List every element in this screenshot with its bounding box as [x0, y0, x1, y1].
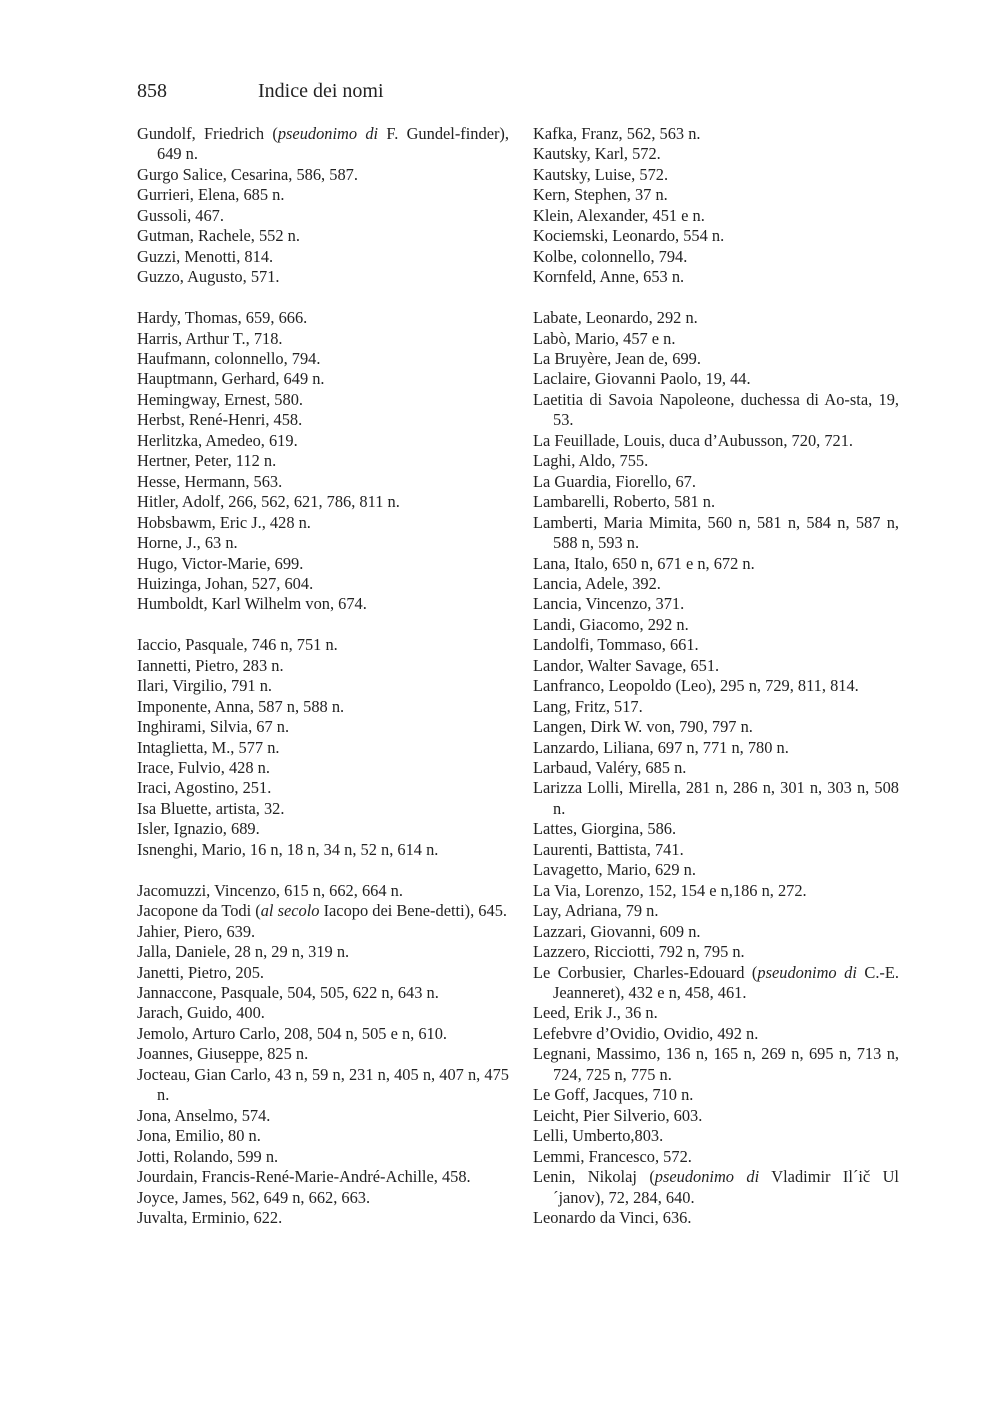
- index-spacer: [137, 615, 509, 635]
- index-entry-text: Lanzardo, Liliana, 697 n, 771 n, 780 n.: [533, 737, 789, 757]
- index-entry-text: Joannes, Giuseppe, 825 n.: [137, 1044, 309, 1064]
- index-entry: [533, 1208, 899, 1228]
- index-entry: [137, 1044, 509, 1064]
- index-entry: [137, 369, 509, 389]
- index-entry: [533, 124, 899, 144]
- index-entry-text: Larizza Lolli, Mirella, 281 n, 286 n, 301 n, 303 n, 508 n.: [533, 778, 899, 818]
- index-entry: [533, 1003, 899, 1023]
- index-entry: [137, 267, 509, 287]
- index-entry: [137, 185, 509, 205]
- index-entry-italic: pseudonimo di: [277, 124, 379, 143]
- index-entry-text: Kautsky, Luise, 572.: [533, 164, 669, 184]
- index-entry-text: Isa Bluette, artista, 32.: [137, 798, 285, 818]
- index-entry: [533, 1147, 899, 1167]
- index-entry: [137, 594, 509, 614]
- index-entry: [137, 799, 509, 819]
- index-entry: [137, 942, 509, 962]
- index-entry-text: Lancia, Vincenzo, 371.: [533, 594, 685, 614]
- index-entry-text: Lazzero, Ricciotti, 792 n, 795 n.: [533, 942, 745, 962]
- index-entry-text: Larbaud, Valéry, 685 n.: [533, 758, 687, 778]
- index-entry: [137, 983, 509, 1003]
- index-entry-text: Kautsky, Karl, 572.: [533, 144, 661, 164]
- index-entry-text: Lefebvre d’Ovidio, Ovidio, 492 n.: [533, 1023, 759, 1043]
- index-entry: [137, 1126, 509, 1146]
- index-entry: [533, 840, 899, 860]
- index-entry: [533, 165, 899, 185]
- index-entry-text: Landolfi, Tommaso, 661.: [533, 635, 699, 655]
- index-entry-text: Laclaire, Giovanni Paolo, 19, 44.: [533, 369, 751, 389]
- index-entry: [533, 1167, 899, 1208]
- running-header: [137, 80, 384, 103]
- index-entry: [137, 901, 509, 921]
- index-entry-text: Jacopone da Todi (: [137, 901, 261, 921]
- index-entry: [137, 574, 509, 594]
- index-entry: [137, 513, 509, 533]
- index-entry-text: Landi, Giacomo, 292 n.: [533, 614, 689, 634]
- index-entry-text: Jahier, Piero, 639.: [137, 921, 256, 941]
- index-entry: [533, 697, 899, 717]
- index-entry-text: Lattes, Giorgina, 586.: [533, 819, 677, 839]
- page-number: 858: [137, 80, 167, 102]
- index-entry: [137, 840, 509, 860]
- index-entry-text: Lenin, Nikolaj (: [533, 1167, 655, 1187]
- index-entry-text: Haufmann, colonnello, 794.: [137, 348, 321, 368]
- index-entry: [137, 635, 509, 655]
- index-entry-text: Iannetti, Pietro, 283 n.: [137, 655, 284, 675]
- index-entry: [533, 308, 899, 328]
- index-entry: [137, 451, 509, 471]
- index-column-left: [137, 124, 509, 1228]
- index-entry: [533, 819, 899, 839]
- index-entry-text: Legnani, Massimo, 136 n, 165 n, 269 n, 695 n, 713 n, 724, 725 n, 775 n.: [533, 1044, 899, 1084]
- index-entry: [137, 206, 509, 226]
- index-entry: [137, 247, 509, 267]
- index-entry-text: Janetti, Pietro, 205.: [137, 962, 265, 982]
- index-entry-text: La Bruyère, Jean de, 699.: [533, 348, 701, 368]
- index-entry: [137, 758, 509, 778]
- index-entry: [533, 758, 899, 778]
- index-entry: [533, 860, 899, 880]
- index-entry-text: Jalla, Daniele, 28 n, 29 n, 319 n.: [137, 942, 350, 962]
- index-entry-text: Gurgo Salice, Cesarina, 586, 587.: [137, 164, 358, 184]
- index-entry-text: F. Gundel-finder), 649 n.: [157, 124, 509, 164]
- index-entry-text: Jacomuzzi, Vincenzo, 615 n, 662, 664 n.: [137, 880, 403, 900]
- index-entry: [137, 738, 509, 758]
- index-entry: [533, 1106, 899, 1126]
- index-entry-text: Hugo, Victor-Marie, 699.: [137, 553, 304, 573]
- index-entry-text: Joyce, James, 562, 649 n, 662, 663.: [137, 1187, 371, 1207]
- index-spacer: [137, 288, 509, 308]
- index-entry: [137, 492, 509, 512]
- index-entry-text: Hemingway, Ernest, 580.: [137, 389, 303, 409]
- index-entry-text: Jemolo, Arturo Carlo, 208, 504 n, 505 e n, 610.: [137, 1023, 448, 1043]
- index-entry: [533, 881, 899, 901]
- index-entry-text: Jarach, Guido, 400.: [137, 1003, 265, 1023]
- index-entry-text: Lang, Fritz, 517.: [533, 696, 643, 716]
- index-entry-text: Kafka, Franz, 562, 563 n.: [533, 124, 701, 143]
- index-entry-text: Huizinga, Johan, 527, 604.: [137, 573, 314, 593]
- index-entry: [137, 881, 509, 901]
- index-entry: [137, 819, 509, 839]
- index-entry: [137, 1147, 509, 1167]
- index-entry-text: La Guardia, Fiorello, 67.: [533, 471, 696, 491]
- index-entry: [533, 963, 899, 1004]
- index-entry-text: Labate, Leonardo, 292 n.: [533, 308, 698, 328]
- index-entry: [533, 144, 899, 164]
- index-entry-text: Lanfranco, Leopoldo (Leo), 295 n, 729, 811, 814.: [533, 676, 859, 696]
- index-entry: [533, 1085, 899, 1105]
- index-entry: [137, 1024, 509, 1044]
- index-entry: [137, 308, 509, 328]
- running-title: Indice dei nomi: [258, 80, 384, 102]
- index-entry: [137, 778, 509, 798]
- index-entry: [137, 963, 509, 983]
- index-entry: [533, 1126, 899, 1146]
- index-entry-text: Gutman, Rachele, 552 n.: [137, 226, 300, 246]
- index-entry-text: Guzzi, Menotti, 814.: [137, 246, 274, 266]
- index-entry-text: Lelli, Umberto,803.: [533, 1126, 664, 1146]
- index-entry-text: Laetitia di Savoia Napoleone, duchessa di Ao-sta, 19, 53.: [533, 389, 899, 430]
- index-entry: [137, 165, 509, 185]
- index-entry: [533, 369, 899, 389]
- index-entry-text: Iaccio, Pasquale, 746 n, 751 n.: [137, 635, 338, 655]
- index-entry-text: Le Corbusier, Charles-Edouard (: [533, 962, 758, 982]
- index-entry-text: Humboldt, Karl Wilhelm von, 674.: [137, 594, 367, 614]
- index-entry-text: Laghi, Aldo, 755.: [533, 451, 649, 471]
- index-entry-text: Jotti, Rolando, 599 n.: [137, 1146, 279, 1166]
- index-entry-text: Gurrieri, Elena, 685 n.: [137, 185, 285, 205]
- index-entry: [137, 390, 509, 410]
- index-entry-text: Leonardo da Vinci, 636.: [533, 1208, 692, 1227]
- index-entry-text: Iraci, Agostino, 251.: [137, 778, 272, 798]
- index-entry-text: Lazzari, Giovanni, 609 n.: [533, 921, 701, 941]
- index-entry-text: Lancia, Adele, 392.: [533, 573, 661, 593]
- index-entry-text: Horne, J., 63 n.: [137, 533, 238, 553]
- index-entry: [533, 247, 899, 267]
- index-entry-text: C.-E. Jeanneret), 432 e n, 458, 461.: [553, 962, 899, 1003]
- index-entry: [533, 1024, 899, 1044]
- index-spacer: [533, 288, 899, 308]
- index-entry-text: Langen, Dirk W. von, 790, 797 n.: [533, 717, 753, 737]
- index-entry: [137, 1208, 509, 1228]
- index-spacer: [137, 860, 509, 880]
- index-entry: [533, 329, 899, 349]
- index-entry-text: Jourdain, Francis-René-Marie-André-Achille, 458.: [137, 1167, 471, 1187]
- index-entry: [533, 267, 899, 287]
- index-entry-text: Lemmi, Francesco, 572.: [533, 1146, 692, 1166]
- index-entry-italic: pseudonimo di: [757, 962, 857, 982]
- index-entry: [533, 349, 899, 369]
- index-entry: [137, 226, 509, 246]
- index-entry-text: Lamberti, Maria Mimita, 560 n, 581 n, 584 n, 587 n, 588 n, 593 n.: [533, 512, 899, 553]
- index-column-right: [533, 124, 899, 1228]
- index-entry: [533, 922, 899, 942]
- index-entry-text: Lana, Italo, 650 n, 671 e n, 672 n.: [533, 553, 755, 573]
- index-entry: [137, 1003, 509, 1023]
- index-entry: [533, 676, 899, 696]
- index-entry: [137, 431, 509, 451]
- index-entry: [533, 206, 899, 226]
- index-entry-text: Lay, Adriana, 79 n.: [533, 901, 659, 921]
- index-entry: [533, 226, 899, 246]
- index-entry-text: Herbst, René-Henri, 458.: [137, 410, 303, 430]
- index-entry: [137, 656, 509, 676]
- index-entry-text: Kolbe, colonnello, 794.: [533, 246, 688, 266]
- index-entry: [533, 778, 899, 819]
- index-entry-text: Irace, Fulvio, 428 n.: [137, 758, 270, 778]
- index-entry: [533, 472, 899, 492]
- index-entry-text: Leicht, Pier Silverio, 603.: [533, 1105, 703, 1125]
- index-entry-text: La Via, Lorenzo, 152, 154 e n,186 n, 272.: [533, 880, 807, 900]
- index-entry-text: Kociemski, Leonardo, 554 n.: [533, 226, 725, 246]
- index-entry: [533, 574, 899, 594]
- index-entry: [533, 635, 899, 655]
- index-entry-text: Iacopo dei Bene-detti), 645.: [319, 901, 507, 921]
- index-entry-text: Hauptmann, Gerhard, 649 n.: [137, 369, 325, 389]
- index-entry-text: Jona, Anselmo, 574.: [137, 1105, 271, 1125]
- index-entry-text: Hitler, Adolf, 266, 562, 621, 786, 811 n.: [137, 492, 400, 512]
- index-entry-text: Le Goff, Jacques, 710 n.: [533, 1085, 694, 1105]
- index-entry: [533, 554, 899, 574]
- index-entry-text: Kern, Stephen, 37 n.: [533, 185, 668, 205]
- index-entry: [533, 901, 899, 921]
- index-entry-text: Labò, Mario, 457 e n.: [533, 328, 676, 348]
- index-entry-text: Lambarelli, Roberto, 581 n.: [533, 492, 716, 512]
- index-entry: [137, 717, 509, 737]
- index-entry: [137, 329, 509, 349]
- index-entry: [533, 717, 899, 737]
- index-entry-text: La Feuillade, Louis, duca d’Aubusson, 720, 721.: [533, 430, 854, 450]
- index-entry-text: Hobsbawm, Eric J., 428 n.: [137, 512, 311, 532]
- index-entry: [137, 554, 509, 574]
- index-entry-text: Gussoli, 467.: [137, 205, 224, 225]
- index-entry: [533, 390, 899, 431]
- index-entry-text: Laurenti, Battista, 741.: [533, 839, 684, 859]
- index-entry-text: Hesse, Hermann, 563.: [137, 471, 283, 491]
- index-entry-text: Guzzo, Augusto, 571.: [137, 267, 280, 287]
- index-entry-text: Klein, Alexander, 451 e n.: [533, 205, 705, 225]
- index-entry: [533, 492, 899, 512]
- index-entry: [137, 349, 509, 369]
- index-entry-text: Landor, Walter Savage, 651.: [533, 655, 720, 675]
- index-entry-text: Ilari, Virgilio, 791 n.: [137, 676, 272, 696]
- index-entry: [533, 185, 899, 205]
- index-entry: [137, 1106, 509, 1126]
- index-entry: [137, 676, 509, 696]
- index-entry: [533, 656, 899, 676]
- index-entry: [137, 410, 509, 430]
- index-entry-italic: al secolo: [260, 901, 320, 921]
- index-entry: [137, 472, 509, 492]
- index-entry: [533, 1044, 899, 1085]
- index-entry: [137, 533, 509, 553]
- index-entry-text: Imponente, Anna, 587 n, 588 n.: [137, 696, 345, 716]
- index-entry: [533, 431, 899, 451]
- index-entry-text: Isler, Ignazio, 689.: [137, 819, 260, 839]
- index-entry-text: Jocteau, Gian Carlo, 43 n, 59 n, 231 n, 405 n, 407 n, 475 n.: [137, 1064, 509, 1105]
- index-entry: [137, 1167, 509, 1187]
- index-entry-text: Harris, Arthur T., 718.: [137, 328, 283, 348]
- index-entry: [533, 513, 899, 554]
- index-entry-italic: pseudonimo di: [654, 1167, 760, 1187]
- index-entry: [137, 1065, 509, 1106]
- index-entry: [137, 124, 509, 165]
- index-entry: [533, 451, 899, 471]
- index-entry: [137, 1188, 509, 1208]
- index-entry-text: Inghirami, Silvia, 67 n.: [137, 717, 290, 737]
- index-entry-text: Gundolf, Friedrich (: [137, 124, 278, 143]
- index-entry-text: Intaglietta, M., 577 n.: [137, 737, 280, 757]
- index-entry-text: Kornfeld, Anne, 653 n.: [533, 267, 685, 287]
- index-entry-text: Juvalta, Erminio, 622.: [137, 1207, 283, 1227]
- index-entry-text: Vladimir Il´ič Ul´janov), 72, 284, 640.: [553, 1167, 899, 1207]
- index-entry: [533, 594, 899, 614]
- index-entry: [137, 697, 509, 717]
- index-entry-text: Isnenghi, Mario, 16 n, 18 n, 34 n, 52 n, 614 n.: [137, 839, 439, 859]
- index-entry-text: Leed, Erik J., 36 n.: [533, 1003, 658, 1023]
- index-entry-text: Jannaccone, Pasquale, 504, 505, 622 n, 643 n.: [137, 982, 439, 1002]
- index-entry-text: Jona, Emilio, 80 n.: [137, 1126, 261, 1146]
- index-entry-text: Hardy, Thomas, 659, 666.: [137, 308, 308, 328]
- index-entry-text: Hertner, Peter, 112 n.: [137, 451, 277, 471]
- index-entry: [533, 615, 899, 635]
- index-entry: [137, 922, 509, 942]
- index-entry-text: Lavagetto, Mario, 629 n.: [533, 860, 696, 880]
- index-entry: [533, 738, 899, 758]
- index-entry: [533, 942, 899, 962]
- index-entry-text: Herlitzka, Amedeo, 619.: [137, 430, 298, 450]
